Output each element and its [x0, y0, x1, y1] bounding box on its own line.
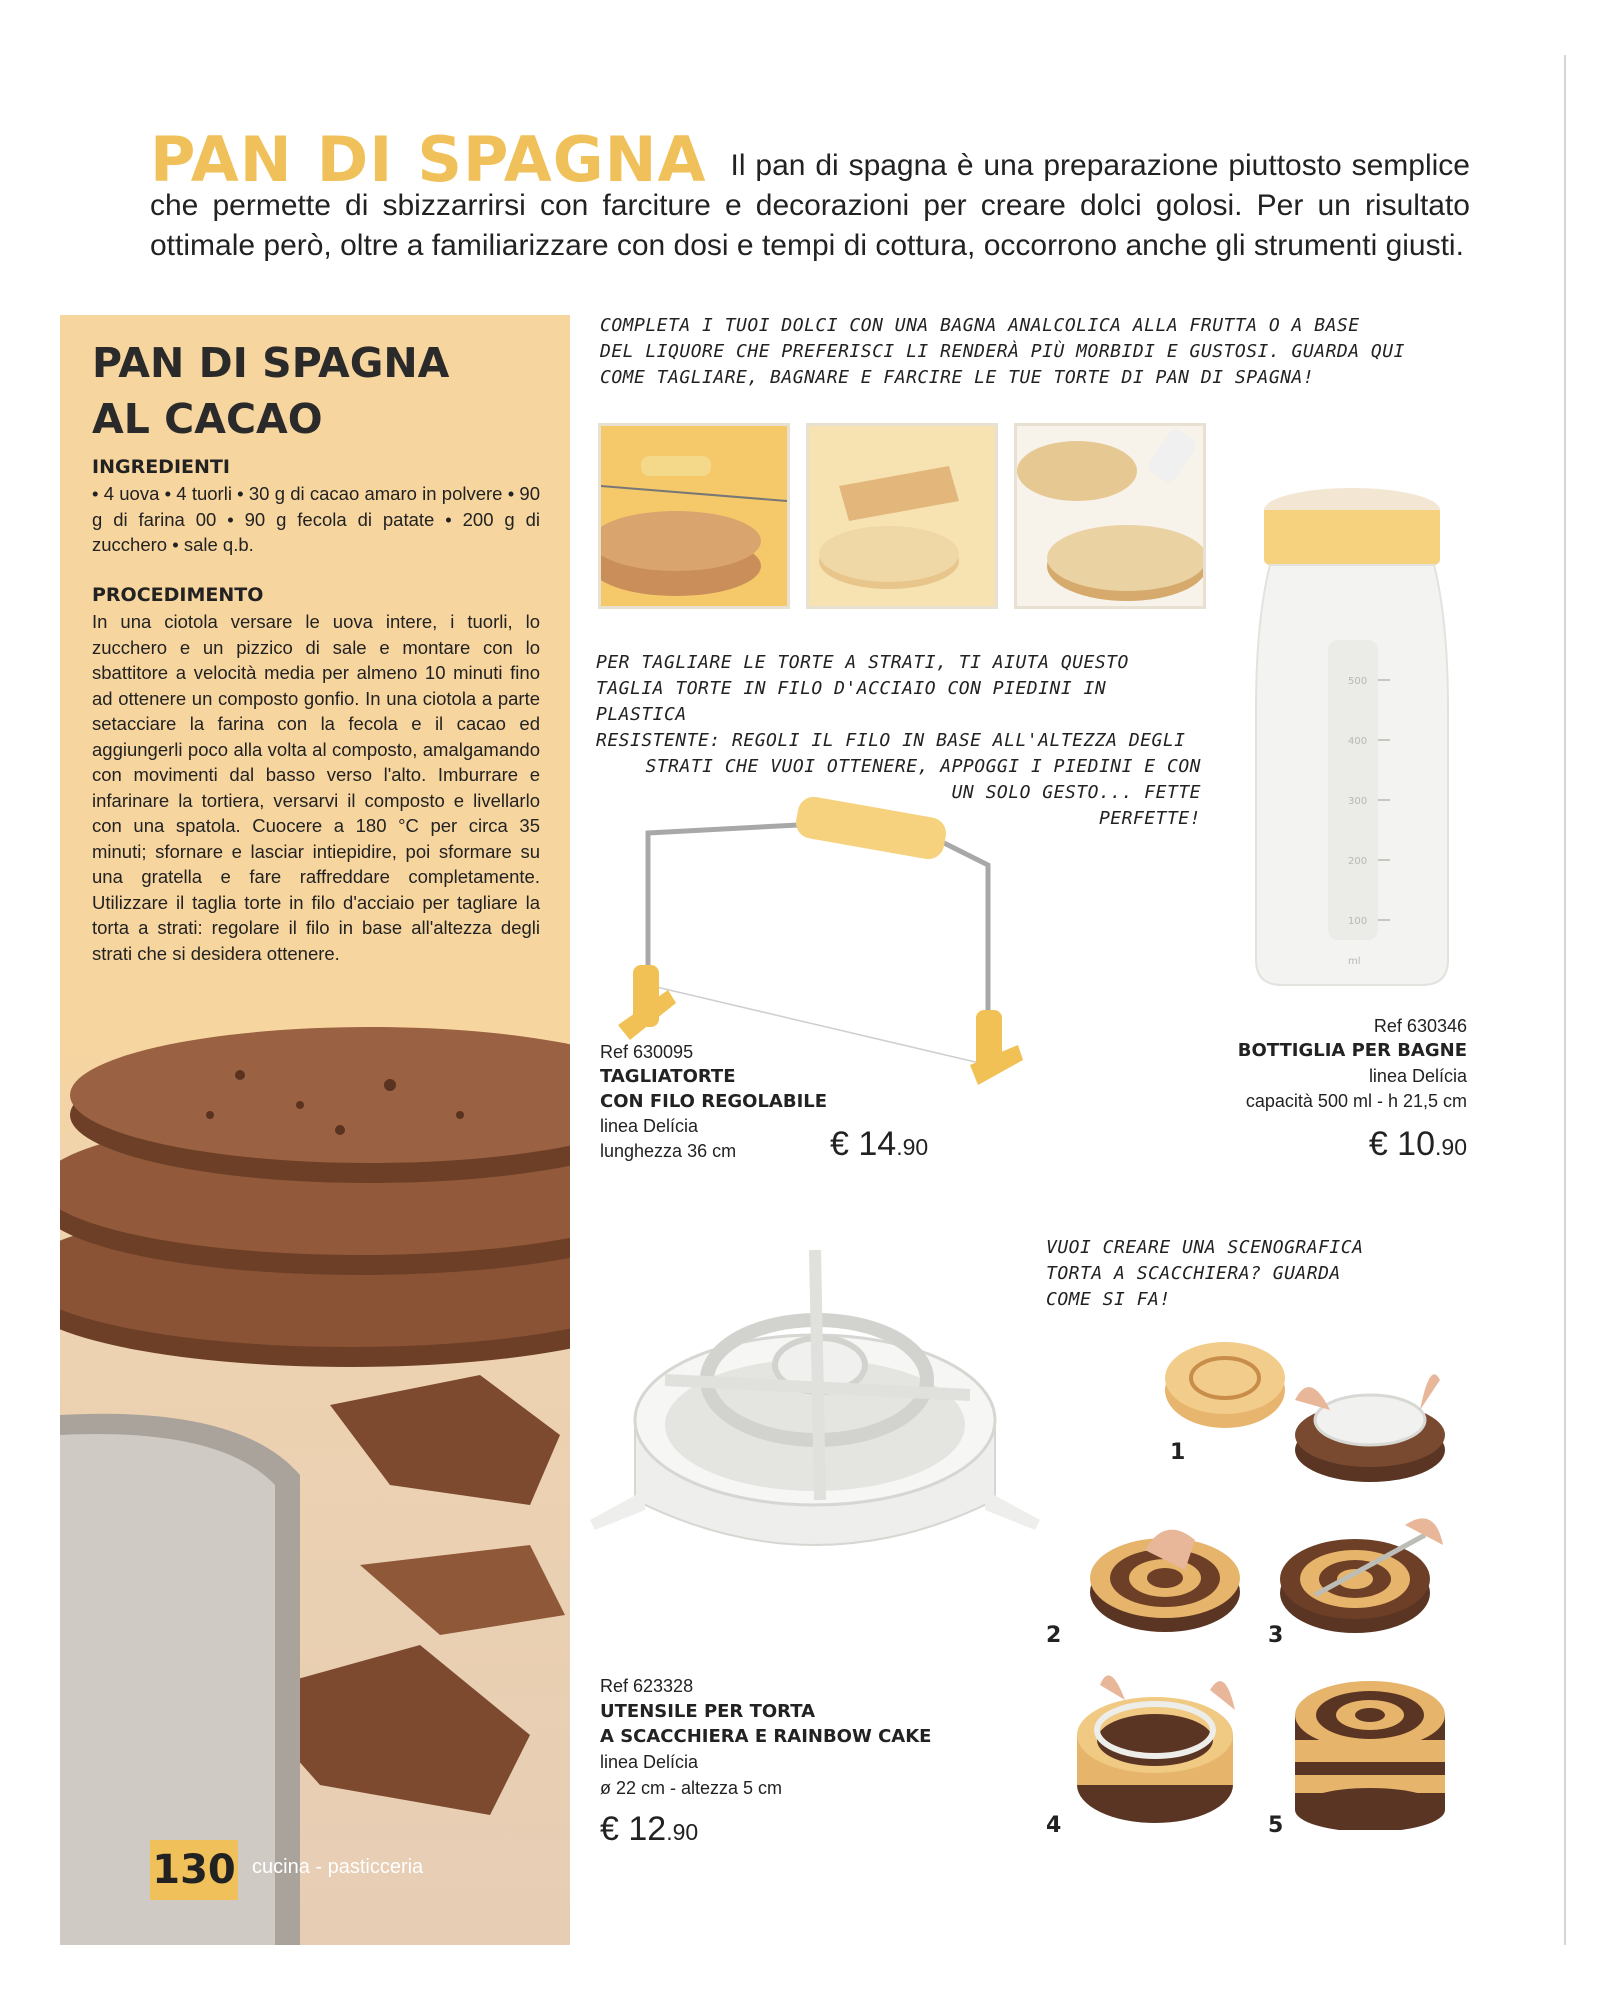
chocolate-cake-photo: [60, 315, 570, 1945]
note-cutter-line: PER TAGLIARE LE TORTE A STRATI, TI AIUTA QUESTO: [596, 652, 1129, 673]
price-main: € 12: [600, 1810, 667, 1848]
product-price: [600, 1810, 698, 1849]
product-name: A SCACCHIERA E RAINBOW CAKE: [600, 1726, 932, 1747]
procedure-text: In una ciotola versare le uova intere, i tuorli, lo zucchero e un pizzico di sale e montare con lo sbattitore a velocità media per almeno 10 minuti fino ad ottenere un composto gonfio. In una ciotola a parte setacciare la farina con la fecola e il cacao ed aggiungerli poco alla volta al composto, amalgamando con movimenti dal basso verso l'alto. Imburrare e infarinare la tortiera, versarvi il composto e livellarlo con una spatola. Cuocere a 180 °C per circa 35 minuti; sfornare e lasciar intiepidire, poi sformare su una gratella e fare raffreddare completamente. Utilizzare il taglia torte in filo d'acciaio per tagliare la torta a strati: regolare il filo in base all'altezza degli strati che si desidera ottenere.: [92, 611, 540, 964]
note-cutter-line: STRATI CHE VUOI OTTENERE, APPOGGI I PIEDINI E CON: [645, 756, 1201, 777]
bottle-image: [1250, 480, 1455, 1000]
recipe-title-line-1: PAN DI SPAGNA: [92, 339, 450, 387]
checkerboard-tool-image: [585, 1230, 1080, 1630]
price-main: € 10: [1368, 1125, 1436, 1163]
step-1-image: [1160, 1320, 1460, 1490]
note-cutter-line: PERFETTE!: [1098, 808, 1201, 829]
step-2-image: [1085, 1510, 1245, 1640]
product-line: linea Delícia: [600, 1116, 699, 1136]
bottle-scale-mark: 100: [1348, 916, 1368, 927]
price-decimal: .90: [896, 1134, 929, 1160]
product-spec: lunghezza 36 cm: [600, 1141, 737, 1161]
bottle-scale-mark: ml: [1348, 956, 1361, 967]
note-cutter-line: TAGLIA TORTE IN FILO D'ACCIAIO CON PIEDINI IN PLASTICA: [596, 678, 1107, 725]
step-number: 3: [1268, 1623, 1284, 1648]
step-5-image: [1290, 1670, 1455, 1830]
ingredients-text: • 4 uova • 4 tuorli • 30 g di cacao amaro in polvere • 90 g di farina 00 • 90 g fecola di patate • 200 g di zucchero • sale q.b.: [92, 483, 540, 555]
price-decimal: .90: [666, 1819, 699, 1845]
note-cutter-line: UN SOLO GESTO... FETTE: [951, 782, 1201, 803]
product-name: BOTTIGLIA PER BAGNE: [1237, 1040, 1467, 1061]
page-number: 130: [150, 1840, 238, 1900]
ingredients-heading: INGREDIENTI: [92, 456, 230, 478]
step-4-image: [1070, 1655, 1240, 1825]
note-top-line: COME TAGLIARE, BAGNARE E FARCIRE LE TUE TORTE DI PAN DI SPAGNA!: [600, 367, 1315, 388]
step-3-image: [1275, 1505, 1445, 1640]
note-checker-line: COME SI FA!: [1046, 1289, 1171, 1310]
product-name: CON FILO REGOLABILE: [600, 1091, 828, 1112]
note-checker-line: TORTA A SCACCHIERA? GUARDA: [1046, 1263, 1341, 1284]
product-name: UTENSILE PER TORTA: [600, 1701, 816, 1722]
price-decimal: .90: [1435, 1134, 1467, 1160]
intro-text: Il pan di spagna è una preparazione piuttosto semplice che permette di sbizzarrirsi con farciture e decorazioni per creare dolci golosi. Per un risultato ottimale però, oltre a familiarizzare con dosi e tempi di cottura, occorrono anche gli strumenti giusti.: [150, 149, 1470, 262]
recipe-title: [92, 335, 532, 447]
bottle-scale-mark: 200: [1348, 856, 1368, 867]
page-edge: [1564, 55, 1566, 1945]
step-number: 5: [1268, 1813, 1284, 1838]
note-checker-line: VUOI CREARE UNA SCENOGRAFICA: [1046, 1237, 1364, 1258]
procedure-heading: PROCEDIMENTO: [92, 584, 264, 606]
product-spec: capacità 500 ml - h 21,5 cm: [1245, 1091, 1467, 1111]
photo-layers: [806, 423, 998, 609]
product-price: [830, 1125, 928, 1164]
recipe-title-line-2: AL CACAO: [92, 395, 323, 443]
photo-cutting: [598, 423, 790, 609]
note-checker: [1046, 1235, 1446, 1313]
product-price: [1300, 1125, 1467, 1164]
note-top-line: DEL LIQUORE CHE PREFERISCI LI RENDERÀ PIÙ MORBIDI E GUSTOSI. GUARDA QUI: [600, 341, 1405, 362]
step-number: 4: [1046, 1813, 1062, 1838]
page-title: PAN DI SPAGNA: [150, 123, 707, 196]
product-line: linea Delícia: [1368, 1066, 1467, 1086]
product-spec: ø 22 cm - altezza 5 cm: [600, 1778, 783, 1798]
note-top: [600, 313, 1470, 391]
product-ref: Ref 630095: [600, 1042, 694, 1062]
note-top-line: COMPLETA I TUOI DOLCI CON UNA BAGNA ANALCOLICA ALLA FRUTTA O A BASE: [600, 315, 1360, 336]
recipe-panel: [60, 315, 570, 1945]
bottle-scale-mark: 500: [1348, 676, 1368, 687]
bottle-scale-mark: 400: [1348, 736, 1368, 747]
product-ref: Ref 630346: [1373, 1016, 1467, 1036]
step-number: 2: [1046, 1623, 1062, 1648]
bottle-scale-mark: 300: [1348, 796, 1368, 807]
product-name: TAGLIATORTE: [600, 1066, 736, 1087]
product-line: linea Delícia: [600, 1752, 699, 1772]
photo-soaking: [1014, 423, 1206, 609]
note-cutter-line: RESISTENTE: REGOLI IL FILO IN BASE ALL'ALTEZZA DEGLI: [596, 730, 1186, 751]
header: [150, 123, 1470, 266]
product-ref: Ref 623328: [600, 1676, 694, 1696]
price-main: € 14: [830, 1125, 897, 1163]
page-section: cucina - pasticceria: [252, 1856, 424, 1878]
step-number: 1: [1170, 1440, 1186, 1465]
